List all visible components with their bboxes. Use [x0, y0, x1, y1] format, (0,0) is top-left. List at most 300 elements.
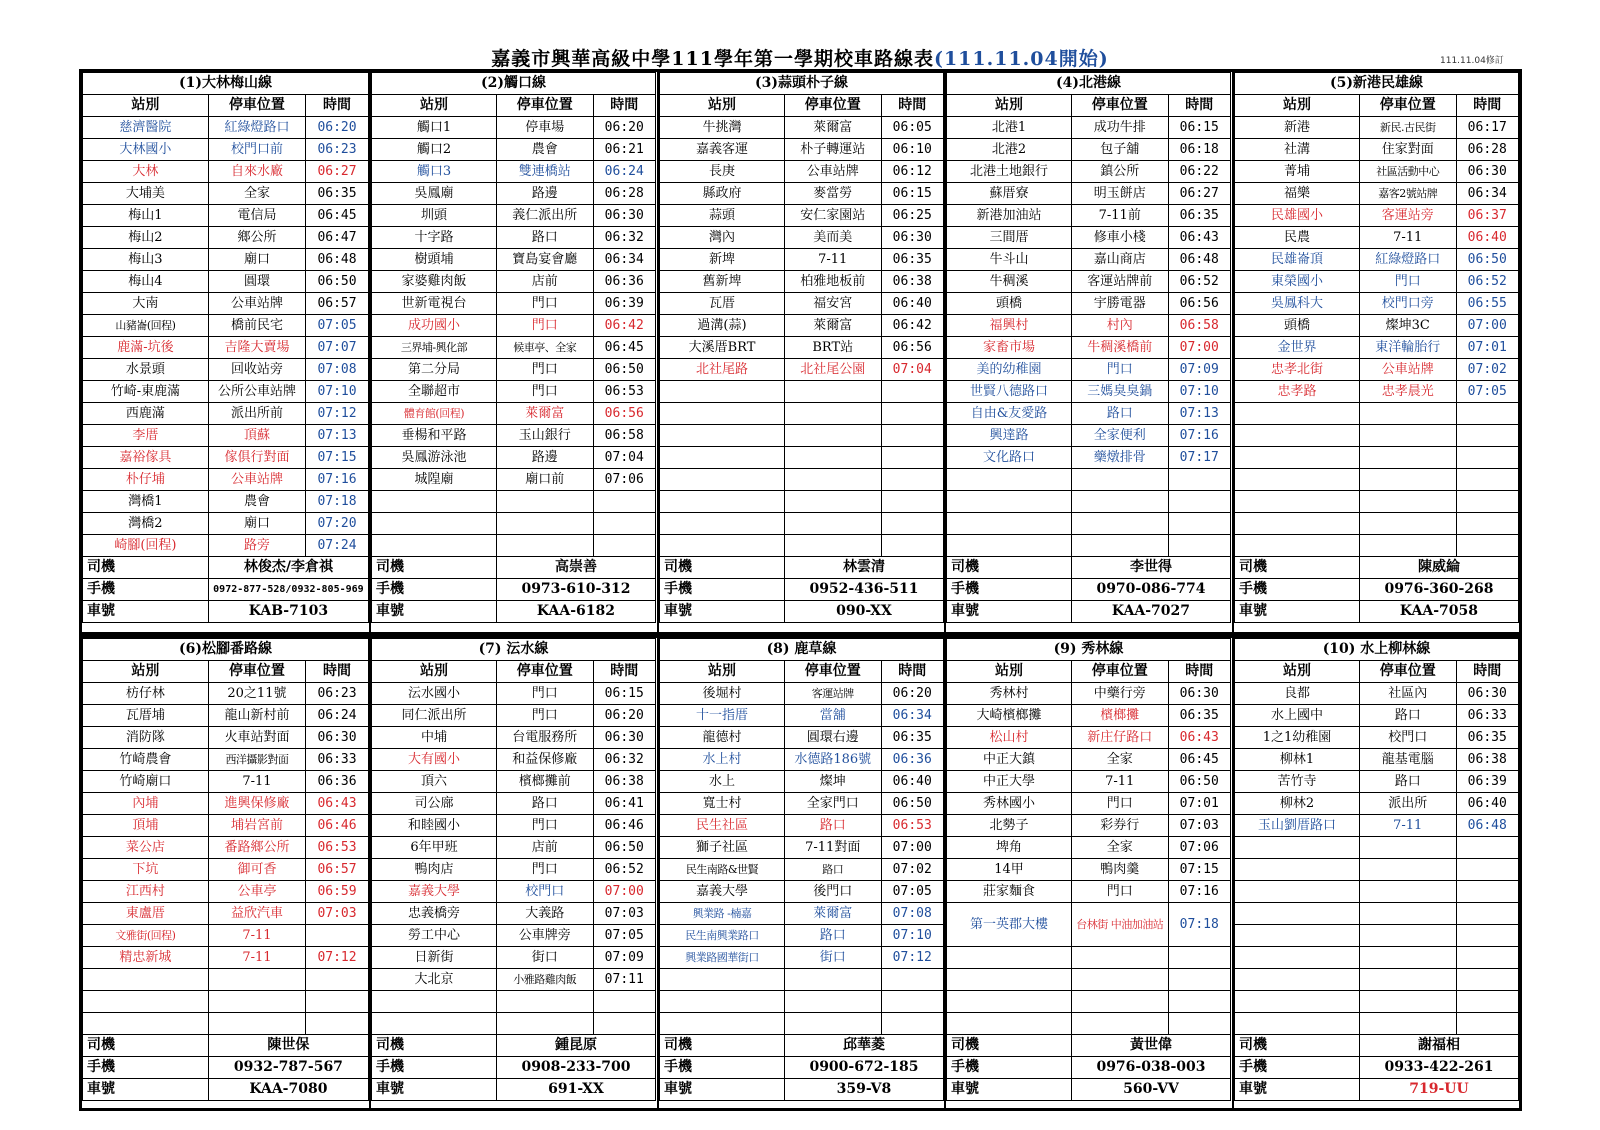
stop-location: 7-11 — [208, 771, 305, 793]
stop-time — [881, 469, 944, 491]
stop-time: 06:45 — [1168, 749, 1231, 771]
stop-time: 07:05 — [881, 881, 944, 903]
route-name: (9) 秀林線 — [947, 639, 1231, 661]
label-phone: 手機 — [1235, 1057, 1360, 1079]
stop-time: 06:40 — [1456, 793, 1519, 815]
stop-time — [1168, 1013, 1231, 1035]
stop-time: 07:02 — [881, 859, 944, 881]
stop-location: 修車小棧 — [1071, 227, 1168, 249]
stop-row — [372, 447, 656, 469]
stop-location: 公車站牌 — [1359, 359, 1456, 381]
stop-location: 進興保修廠 — [208, 793, 305, 815]
column-header-stop: 停車位置 — [784, 661, 881, 683]
stop-row — [83, 859, 369, 881]
stop-row — [660, 535, 944, 557]
stop-row — [1235, 403, 1519, 425]
stop-row — [660, 161, 944, 183]
stop-row — [372, 837, 656, 859]
stop-time — [593, 513, 656, 535]
stop-row — [947, 491, 1231, 513]
stop-station: 1之1幼稚園 — [1235, 727, 1360, 749]
stop-station — [1235, 513, 1360, 535]
route-table — [82, 638, 369, 1101]
stop-time: 06:52 — [593, 859, 656, 881]
stop-station: 民農 — [1235, 227, 1360, 249]
header-row — [83, 661, 369, 683]
stop-row — [947, 359, 1231, 381]
stop-station: 朴仔埔 — [83, 469, 209, 491]
stop-time: 07:05 — [593, 925, 656, 947]
label-phone: 手機 — [83, 579, 209, 601]
stop-row — [947, 859, 1231, 881]
driver-phone: 0932-787-567 — [208, 1057, 368, 1079]
driver-row-plate — [660, 601, 944, 623]
stop-station: 北勢子 — [947, 815, 1072, 837]
route-name-row — [660, 73, 944, 95]
stop-time: 07:04 — [593, 447, 656, 469]
stop-row — [372, 535, 656, 557]
stop-row — [660, 227, 944, 249]
stop-location: 火車站對面 — [208, 727, 305, 749]
stop-row — [83, 991, 369, 1013]
stop-location: 候車亭、全家 — [496, 337, 593, 359]
stop-row — [372, 947, 656, 969]
stop-station — [372, 513, 497, 535]
label-plate: 車號 — [947, 601, 1072, 623]
stop-station — [660, 535, 785, 557]
stop-row — [83, 425, 369, 447]
stop-time: 06:53 — [881, 815, 944, 837]
stop-time: 06:35 — [1456, 727, 1519, 749]
stop-station: 忠義橋旁 — [372, 903, 497, 925]
stop-row — [947, 727, 1231, 749]
stop-station — [1235, 925, 1360, 947]
revision-note: 111.11.04修訂 — [1440, 56, 1504, 66]
stop-time — [1456, 837, 1519, 859]
stop-station: 中正大學 — [947, 771, 1072, 793]
stop-row — [1235, 793, 1519, 815]
stop-station: 江西村 — [83, 881, 209, 903]
stop-location: 公車站牌 — [784, 161, 881, 183]
stop-row — [660, 859, 944, 881]
stop-location: 柏雅地板前 — [784, 271, 881, 293]
stop-location: 門口 — [1071, 881, 1168, 903]
route-name: (1)大林梅山線 — [83, 73, 369, 95]
driver-phone: 0972-877-528/0932-805-969 — [208, 579, 368, 601]
stop-location: 北社尾公園 — [784, 359, 881, 381]
stop-station: 牛斗山 — [947, 249, 1072, 271]
stop-time — [306, 969, 369, 991]
stop-station: 文化路口 — [947, 447, 1072, 469]
stop-station: 水上 — [660, 771, 785, 793]
stop-row — [660, 881, 944, 903]
stop-location: 中藥行旁 — [1071, 683, 1168, 705]
stop-station — [1235, 447, 1360, 469]
stop-time: 06:27 — [306, 161, 369, 183]
stop-location — [784, 447, 881, 469]
column-header-time: 時間 — [306, 95, 369, 117]
stop-location — [1359, 535, 1456, 557]
driver-name: 鍾昆原 — [496, 1035, 655, 1057]
stop-row — [83, 837, 369, 859]
stop-location — [1359, 425, 1456, 447]
route-name-row — [83, 73, 369, 95]
stop-row — [83, 1013, 369, 1035]
stop-row — [1235, 447, 1519, 469]
stop-location: 廟口前 — [496, 469, 593, 491]
stop-row — [372, 491, 656, 513]
stop-time — [881, 491, 944, 513]
stop-station: 全聯超市 — [372, 381, 497, 403]
stop-time: 06:56 — [1168, 293, 1231, 315]
stop-location: 門口 — [496, 859, 593, 881]
stop-station: 獅子社區 — [660, 837, 785, 859]
stop-time: 06:23 — [306, 683, 369, 705]
stop-station: 沄水國小 — [372, 683, 497, 705]
label-plate: 車號 — [660, 601, 785, 623]
stop-location: 街口 — [784, 947, 881, 969]
stop-station: 自由&友愛路 — [947, 403, 1072, 425]
stop-location — [208, 969, 305, 991]
stop-location: 宇勝電器 — [1071, 293, 1168, 315]
stop-location: 龍山新村前 — [208, 705, 305, 727]
driver-name: 邱華菱 — [784, 1035, 943, 1057]
stop-row — [83, 381, 369, 403]
stop-location: 停車場 — [496, 117, 593, 139]
stop-row — [947, 403, 1231, 425]
stop-location: 圓環 — [208, 271, 305, 293]
stop-location: 圓環右邊 — [784, 727, 881, 749]
stop-location: 7-11 — [208, 925, 305, 947]
stop-row — [947, 161, 1231, 183]
route-routes_bottom-1 — [369, 638, 656, 1108]
stop-row — [372, 969, 656, 991]
stop-time: 07:18 — [306, 491, 369, 513]
stop-location — [1359, 1013, 1456, 1035]
column-header-stop: 停車位置 — [1071, 95, 1168, 117]
driver-name: 林雲清 — [784, 557, 943, 579]
stop-row — [660, 749, 944, 771]
stop-location — [1071, 535, 1168, 557]
stop-time: 06:15 — [1168, 117, 1231, 139]
stop-location: 公車亭 — [208, 881, 305, 903]
stop-row — [83, 293, 369, 315]
stop-row — [947, 117, 1231, 139]
stop-time: 07:04 — [881, 359, 944, 381]
column-header-station: 站別 — [83, 661, 209, 683]
stop-station: 苦竹寺 — [1235, 771, 1360, 793]
header-row — [947, 661, 1231, 683]
page-title — [0, 44, 1600, 71]
stop-time: 06:24 — [306, 705, 369, 727]
stop-row — [83, 359, 369, 381]
stop-location: 萊爾富 — [784, 315, 881, 337]
stop-row — [372, 903, 656, 925]
stop-station: 嘉義客運 — [660, 139, 785, 161]
label-plate: 車號 — [372, 1079, 497, 1101]
header-row — [947, 95, 1231, 117]
stop-station: 長庚 — [660, 161, 785, 183]
stop-location: 7-11前 — [1071, 205, 1168, 227]
stop-station: 嘉裕傢具 — [83, 447, 209, 469]
column-header-stop: 停車位置 — [1359, 661, 1456, 683]
stop-location: 明玉餅店 — [1071, 183, 1168, 205]
stop-location: 三媽臭臭鍋 — [1071, 381, 1168, 403]
stop-location: 西洋攝影對面 — [208, 749, 305, 771]
stop-station: 牛挑灣 — [660, 117, 785, 139]
stop-location — [1071, 991, 1168, 1013]
stop-time: 06:15 — [881, 183, 944, 205]
driver-row-driver — [83, 557, 369, 579]
stop-station: 頂埔 — [83, 815, 209, 837]
stop-location — [1359, 947, 1456, 969]
stop-station — [372, 535, 497, 557]
stop-location: 包子舖 — [1071, 139, 1168, 161]
route-name: (7) 沄水線 — [372, 639, 656, 661]
stop-station: 牛稠溪 — [947, 271, 1072, 293]
stop-time: 06:10 — [881, 139, 944, 161]
stop-time — [1168, 991, 1231, 1013]
stop-station: 東盧厝 — [83, 903, 209, 925]
stop-location: 廟口 — [208, 249, 305, 271]
stop-time: 07:06 — [1168, 837, 1231, 859]
stop-station: 竹崎廟口 — [83, 771, 209, 793]
stop-location — [784, 513, 881, 535]
stop-location: 門口 — [496, 359, 593, 381]
stop-location: 農會 — [496, 139, 593, 161]
stop-time: 06:12 — [881, 161, 944, 183]
stop-location: 自來水廠 — [208, 161, 305, 183]
header-row — [372, 95, 656, 117]
route-routes_top-3 — [944, 72, 1231, 632]
stop-time — [881, 1013, 944, 1035]
route-table — [946, 72, 1231, 623]
stop-location: 台林街 中油加油站 — [1071, 903, 1168, 947]
stop-row — [660, 837, 944, 859]
stop-location: 嘉客2號站牌 — [1359, 183, 1456, 205]
header-row — [83, 95, 369, 117]
stop-time — [881, 991, 944, 1013]
stop-row — [1235, 513, 1519, 535]
stop-location: 全家門口 — [784, 793, 881, 815]
stop-station — [372, 991, 497, 1013]
column-header-time: 時間 — [1168, 95, 1231, 117]
stop-time: 06:57 — [306, 859, 369, 881]
stop-station: 瓦厝埔 — [83, 705, 209, 727]
stop-row — [1235, 925, 1519, 947]
stop-time: 06:25 — [881, 205, 944, 227]
stop-location: 路口 — [496, 793, 593, 815]
stop-location: 忠孝晨光 — [1359, 381, 1456, 403]
stop-row — [1235, 859, 1519, 881]
driver-row-plate — [947, 601, 1231, 623]
stop-location: 台電服務所 — [496, 727, 593, 749]
stop-row — [947, 469, 1231, 491]
column-header-station: 站別 — [372, 95, 497, 117]
stop-row — [1235, 947, 1519, 969]
stop-station: 過溝(蒜) — [660, 315, 785, 337]
stop-location: 檳榔攤前 — [496, 771, 593, 793]
driver-name: 陳威綸 — [1359, 557, 1518, 579]
stop-location — [1359, 925, 1456, 947]
stop-time: 06:52 — [1168, 271, 1231, 293]
route-routes_bottom-2 — [657, 638, 944, 1108]
stop-location: 門口 — [496, 315, 593, 337]
driver-row-driver — [83, 1035, 369, 1057]
stop-row — [372, 815, 656, 837]
route-routes_bottom-3 — [944, 638, 1231, 1108]
stop-station: 勞工中心 — [372, 925, 497, 947]
driver-name: 謝福相 — [1359, 1035, 1518, 1057]
stop-station: 梅山4 — [83, 271, 209, 293]
stop-row — [1235, 425, 1519, 447]
stop-row — [660, 249, 944, 271]
stop-row — [947, 249, 1231, 271]
stop-time — [306, 925, 369, 947]
stop-location: 公車站牌 — [208, 293, 305, 315]
stop-location: 門口 — [1071, 359, 1168, 381]
label-phone: 手機 — [83, 1057, 209, 1079]
stop-location: 全家便利 — [1071, 425, 1168, 447]
stop-row — [372, 881, 656, 903]
stop-time: 06:48 — [306, 249, 369, 271]
stop-station: 下坑 — [83, 859, 209, 881]
route-routes_bottom-4 — [1232, 638, 1519, 1108]
driver-row-driver — [1235, 557, 1519, 579]
stop-location: 朴子轉運站 — [784, 139, 881, 161]
stop-time: 07:12 — [306, 403, 369, 425]
stop-time: 07:09 — [593, 947, 656, 969]
stop-row — [83, 903, 369, 925]
stop-time: 06:20 — [306, 117, 369, 139]
stop-location: 7-11 — [208, 947, 305, 969]
stop-station: 鴨肉店 — [372, 859, 497, 881]
driver-row-phone — [83, 1057, 369, 1079]
stop-location: 店前 — [496, 837, 593, 859]
stop-row — [1235, 271, 1519, 293]
stop-row — [1235, 381, 1519, 403]
stop-location: 路邊 — [496, 447, 593, 469]
stop-row — [372, 293, 656, 315]
stop-location: 門口 — [496, 293, 593, 315]
title-main: 嘉義市興華高級中學111學年第一學期校車路線表 — [491, 48, 934, 70]
column-header-station: 站別 — [1235, 95, 1360, 117]
stop-location: 吉隆大賣場 — [208, 337, 305, 359]
stop-row — [947, 771, 1231, 793]
stop-location — [496, 991, 593, 1013]
stop-station — [1235, 425, 1360, 447]
stop-time: 06:50 — [593, 359, 656, 381]
stop-station: 大林 — [83, 161, 209, 183]
stop-time: 06:05 — [881, 117, 944, 139]
stop-station: 北港1 — [947, 117, 1072, 139]
stop-time: 06:50 — [1456, 249, 1519, 271]
stop-station: 大林國小 — [83, 139, 209, 161]
stop-time: 06:53 — [306, 837, 369, 859]
stop-row — [83, 815, 369, 837]
stop-station: 第二分局 — [372, 359, 497, 381]
stop-time: 06:42 — [593, 315, 656, 337]
stop-station: 吳鳳游泳池 — [372, 447, 497, 469]
stop-location: 路口 — [784, 925, 881, 947]
stop-time: 06:36 — [881, 749, 944, 771]
stop-location — [1359, 837, 1456, 859]
stop-station: 文雅街(回程) — [83, 925, 209, 947]
stop-location: 新庄仔路口 — [1071, 727, 1168, 749]
stop-row — [1235, 969, 1519, 991]
stop-station: 寬士村 — [660, 793, 785, 815]
stop-row — [947, 793, 1231, 815]
route-routes_top-0 — [82, 72, 369, 632]
stop-time: 06:47 — [306, 227, 369, 249]
route-name-row — [372, 73, 656, 95]
bus-plate: KAA-7027 — [1071, 601, 1230, 623]
driver-row-plate — [83, 1079, 369, 1101]
route-table — [659, 72, 944, 623]
stop-station: 埤角 — [947, 837, 1072, 859]
stop-location: 20之11號 — [208, 683, 305, 705]
stop-time: 07:18 — [1168, 903, 1231, 947]
stop-row — [660, 469, 944, 491]
stop-location — [1359, 513, 1456, 535]
stop-row — [1235, 991, 1519, 1013]
driver-name: 林俊杰/李倉祺 — [208, 557, 368, 579]
stop-location: 新民.古民街 — [1359, 117, 1456, 139]
stop-location: 路口 — [1359, 771, 1456, 793]
stop-location: 美而美 — [784, 227, 881, 249]
stop-location: 7-11 — [1071, 771, 1168, 793]
stop-location: 派出所前 — [208, 403, 305, 425]
stop-station: 民生社區 — [660, 815, 785, 837]
driver-row-plate — [947, 1079, 1231, 1101]
stop-time: 06:33 — [306, 749, 369, 771]
stop-station: 消防隊 — [83, 727, 209, 749]
stop-location: 當舖 — [784, 705, 881, 727]
stop-row — [83, 469, 369, 491]
stop-station — [1235, 1013, 1360, 1035]
stop-location: 校門口前 — [208, 139, 305, 161]
stop-row — [1235, 293, 1519, 315]
stop-time: 07:03 — [593, 903, 656, 925]
stop-station: 新埤 — [660, 249, 785, 271]
label-phone: 手機 — [947, 1057, 1072, 1079]
stop-station — [660, 1013, 785, 1035]
stop-time: 07:13 — [306, 425, 369, 447]
stop-row — [947, 293, 1231, 315]
stop-time — [306, 991, 369, 1013]
stop-row — [1235, 249, 1519, 271]
stop-location — [1359, 881, 1456, 903]
stop-station: 觸口1 — [372, 117, 497, 139]
stop-time: 06:35 — [306, 183, 369, 205]
stop-row — [1235, 117, 1519, 139]
stop-row — [1235, 1013, 1519, 1035]
stop-row — [83, 205, 369, 227]
label-plate: 車號 — [660, 1079, 785, 1101]
stop-time: 07:00 — [1168, 337, 1231, 359]
stop-location: 村內 — [1071, 315, 1168, 337]
route-name-row — [947, 639, 1231, 661]
route-name: (6)松腳番路線 — [83, 639, 369, 661]
stop-row — [660, 925, 944, 947]
stop-row — [372, 183, 656, 205]
stop-station — [947, 947, 1072, 969]
stop-row — [83, 403, 369, 425]
stop-station — [1235, 903, 1360, 925]
stop-time — [1456, 513, 1519, 535]
stop-location: 派出所 — [1359, 793, 1456, 815]
stop-station: 大北京 — [372, 969, 497, 991]
